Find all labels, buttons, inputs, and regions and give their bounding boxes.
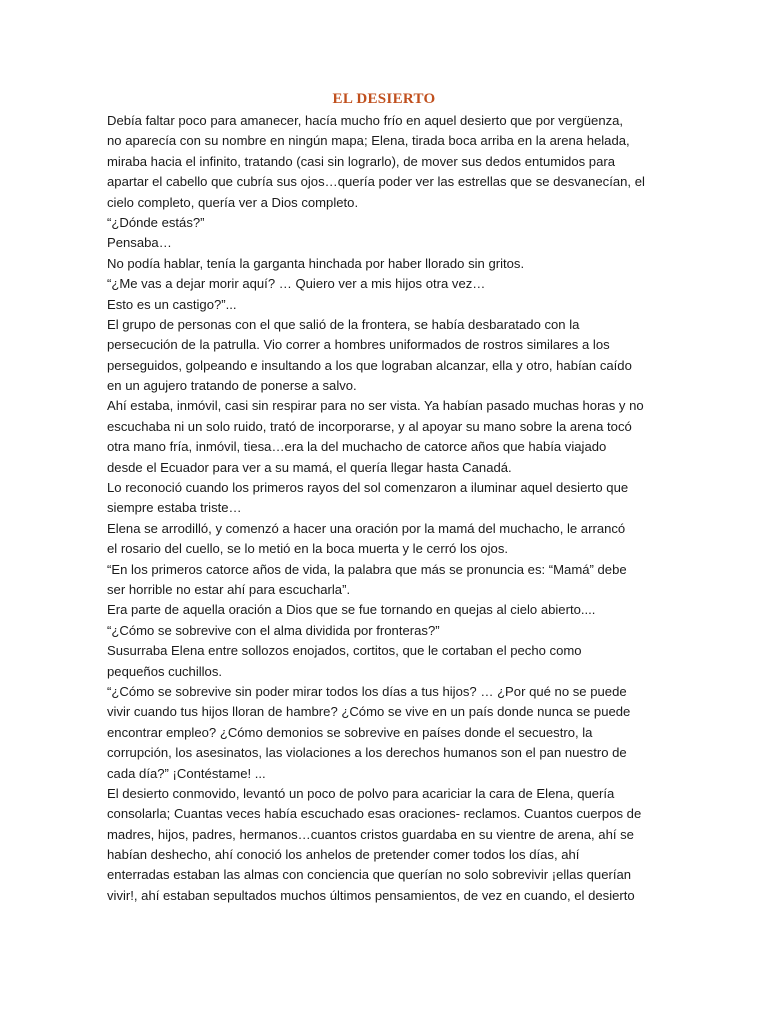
body-line: desde el Ecuador para ver a su mamá, el quería llegar hasta Canadá. <box>107 459 512 475</box>
body-line: enterradas estaban las almas con conciencia que querían no solo sobrevivir ¡ellas querían <box>107 867 632 883</box>
body-line: ser horrible no estar ahí para escucharla”. <box>107 581 351 597</box>
body-line: corrupción, los asesinatos, las violaciones a los derechos humanos son el pan nuestro de <box>107 745 627 761</box>
body-line: habían deshecho, ahí conoció los anhelos de pretender comer todos los días, ahí <box>107 847 580 863</box>
body-line: en un agujero tratando de ponerse a salvo. <box>107 378 357 394</box>
body-line: escuchaba ni un solo ruido, trató de incorporarse, y al apoyar su mano sobre la arena tocó <box>107 418 632 434</box>
body-line: El desierto conmovido, levantó un poco de polvo para acariciar la cara de Elena, quería <box>107 785 615 801</box>
body-line: encontrar empleo? ¿Cómo demonios se sobrevive en países donde el secuestro, la <box>107 724 593 740</box>
body-line: Debía faltar poco para amanecer, hacía mucho frío en aquel desierto que por vergüenza, <box>107 113 624 128</box>
document-title: EL DESIERTO <box>332 91 436 107</box>
body-line: madres, hijos, padres, hermanos…cuantos cristos guardaba en su vientre de arena, ahí se <box>107 826 634 842</box>
body-line: miraba hacia el infinito, tratando (casi sin lograrlo), de mover sus dedos entumidos para <box>107 153 616 169</box>
body-line: cada día?” ¡Contéstame! ... <box>107 765 266 781</box>
body-line: Pensaba… <box>107 235 172 251</box>
body-line: El grupo de personas con el que salió de la frontera, se había desbaratado con la <box>107 316 580 332</box>
body-line: otra mano fría, inmóvil, tiesa…era la del muchacho de catorce años que había viajado <box>107 439 607 455</box>
document-body <box>107 111 667 906</box>
body-line: persecución de la patrulla. Vio correr a hombres uniformados de rostros similares a los <box>107 337 610 353</box>
body-line: Elena se arrodilló, y comenzó a hacer una oración por la mamá del muchacho, le arrancó <box>107 520 626 536</box>
body-line: Lo reconoció cuando los primeros rayos del sol comenzaron a iluminar aquel desierto que <box>107 480 629 496</box>
body-line: Esto es un castigo?”... <box>107 296 237 312</box>
body-line: “¿Me vas a dejar morir aquí? … Quiero ver a mis hijos otra vez… <box>107 276 486 292</box>
body-line: “¿Dónde estás?” <box>107 214 205 230</box>
body-line: el rosario del cuello, se lo metió en la boca muerta y le cerró los ojos. <box>107 541 509 557</box>
body-line: perseguidos, golpeando e insultando a los que lograban alcanzar, ella y otro, habían caído <box>107 357 632 373</box>
body-line: pequeños cuchillos. <box>107 663 223 679</box>
body-line: no aparecía con su nombre en ningún mapa; Elena, tirada boca arriba en la arena helada, <box>107 133 630 149</box>
body-line: Era parte de aquella oración a Dios que se fue tornando en quejas al cielo abierto.... <box>107 602 596 618</box>
body-line: “¿Cómo se sobrevive sin poder mirar todos los días a tus hijos? … ¿Por qué no se puede <box>107 683 627 699</box>
body-line: siempre estaba triste… <box>107 500 242 516</box>
body-line: cielo completo, quería ver a Dios completo. <box>107 194 359 210</box>
body-line: No podía hablar, tenía la garganta hinchada por haber llorado sin gritos. <box>107 255 525 271</box>
body-line: vivir cuando tus hijos lloran de hambre? ¿Cómo se vive en un país donde nunca se puede <box>107 704 631 720</box>
body-line: “En los primeros catorce años de vida, la palabra que más se pronuncia es: “Mamá” debe <box>107 561 627 577</box>
body-line: Ahí estaba, inmóvil, casi sin respirar para no ser vista. Ya habían pasado muchas horas y no <box>107 398 644 414</box>
body-line: consolarla; Cuantas veces había escuchado esas oraciones- reclamos. Cuantos cuerpos de <box>107 806 642 822</box>
body-line: apartar el cabello que cubría sus ojos…quería poder ver las estrellas que se desvanecían, el <box>107 174 645 190</box>
body-line: vivir!, ahí estaban sepultados muchos últimos pensamientos, de vez en cuando, el desierto <box>107 887 635 903</box>
body-line: “¿Cómo se sobrevive con el alma dividida por fronteras?” <box>107 622 440 638</box>
body-line: Susurraba Elena entre sollozos enojados, cortitos, que le cortaban el pecho como <box>107 643 582 659</box>
